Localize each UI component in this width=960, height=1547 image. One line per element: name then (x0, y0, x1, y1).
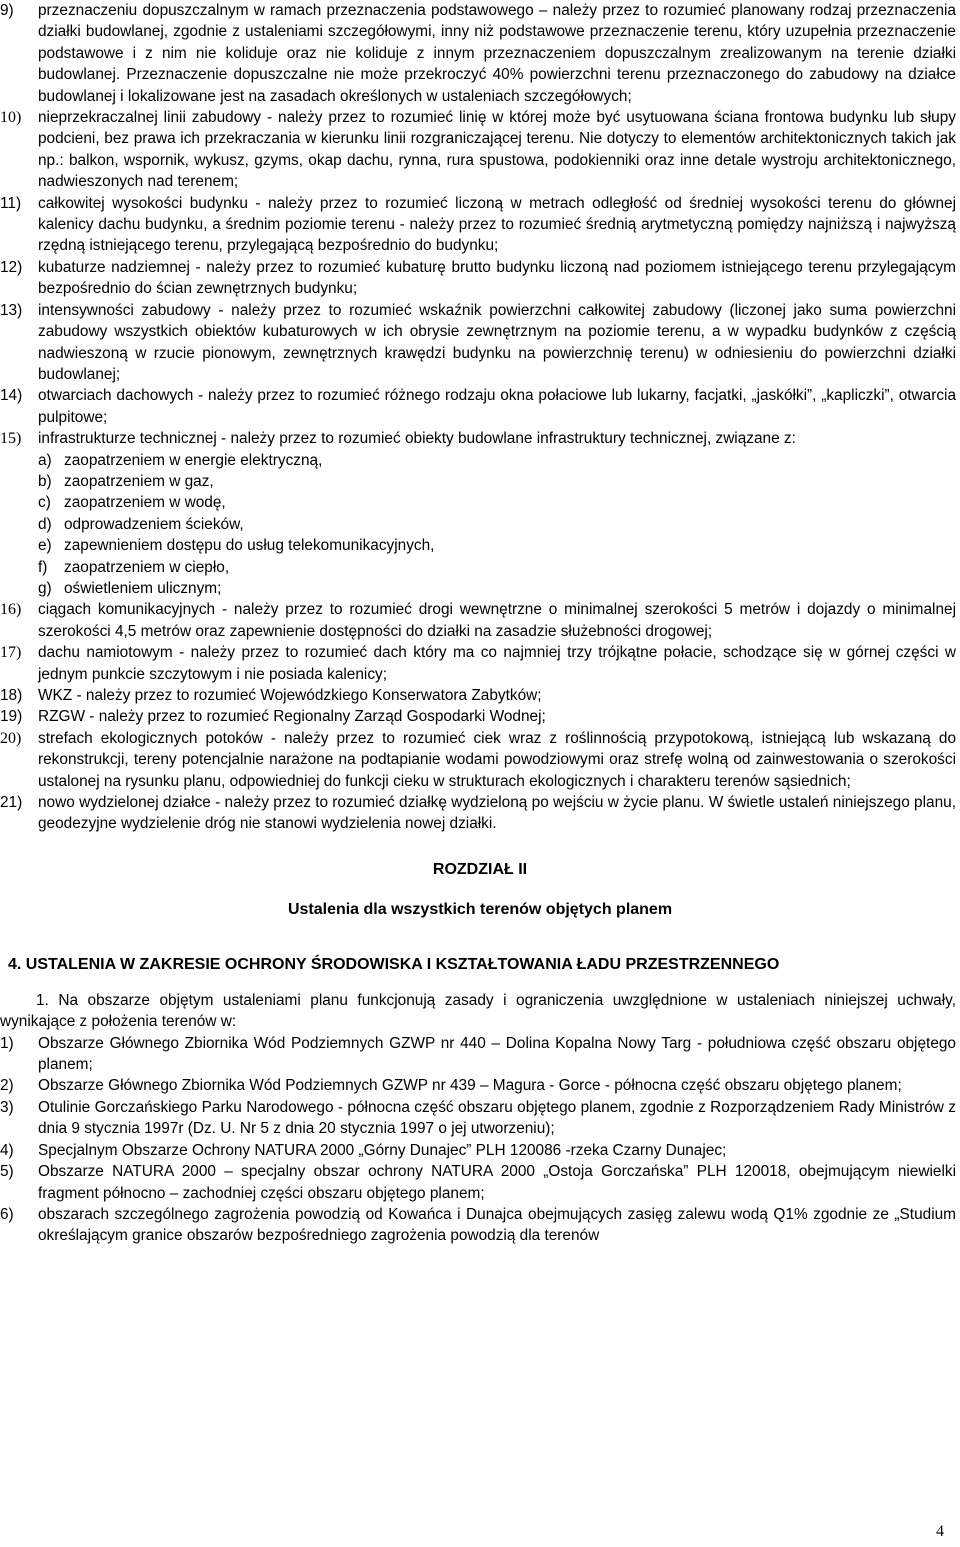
list-item (0, 706, 960, 727)
item-text: obszarach szczególnego zagrożenia powodzią od Kowańca i Dunajca obejmujących zasięg zalewu wodą Q1% zgodnie ze „Studium określającym granice obszarów bezpośredniego zagrożenia powodzią dla terenów (38, 1205, 956, 1245)
list-item (0, 792, 960, 835)
item-text: intensywności zabudowy - należy przez to rozumieć wskaźnik powierzchni całkowitej zabudowy (liczonej jako suma powierzchni zabudowy wszystkich obiektów kubaturowych w ich obrysie zewnętrznym na poziomie terenu, a w wypadku budynków z częścią nadwieszoną w rzucie pionowym, zewnętrznych krawędzi budynku na powierzchnię terenu) w odniesieniu do powierzchni działki budowlanej; (38, 301, 956, 383)
item-number: 4) (0, 1141, 14, 1159)
item-text: Obszarze Głównego Zbiornika Wód Podziemnych GZWP nr 439 – Magura - Gorce - północna część obszaru objętego planem; (38, 1077, 902, 1095)
location-list (0, 1033, 960, 1247)
item-number: c) (38, 494, 51, 512)
list-item (0, 1033, 960, 1076)
item-text: odprowadzeniem ścieków, (64, 515, 244, 533)
item-number: 13) (0, 301, 23, 319)
infrastructure-sublist (0, 450, 960, 600)
item-text: dachu namiotowym - należy przez to rozumieć dach który ma co najmniej trzy trójkątne połacie, schodzące się w górnej części w jednym punkcie szczytowym i nie posiada kalenicy; (38, 644, 956, 683)
list-item (0, 428, 960, 449)
list-item (0, 1204, 960, 1247)
list-item (0, 728, 960, 792)
item-number: 19) (0, 708, 23, 726)
sub-list-item (38, 450, 960, 471)
item-number: d) (38, 515, 52, 533)
item-number: f) (38, 558, 48, 576)
item-number: 9) (0, 2, 14, 19)
list-item (0, 300, 960, 386)
list-item (0, 107, 960, 193)
item-text: przeznaczeniu dopuszczalnym w ramach przeznaczenia podstawowego – należy przez to rozumieć planowany rodzaj przeznaczenia działki budowlanej, zgodnie z ustaleniami szczegółowymi, inny niż podstawowe przeznaczenie terenu, który uzupełnia przeznaczenie podstawowe i z nim nie koliduje oraz nie koliduje z innym przeznaczeniem dopuszczalnym zrealizowanym na terenie działki budowlanej. Przeznaczenie dopuszczalne nie może przekroczyć 40% powierzchni terenu przeznaczonego do zabudowy na działce budowlanej i lokalizowane jest na zasadach określonych w ustaleniach szczegółowych; (38, 2, 956, 105)
list-item (0, 1097, 960, 1140)
item-number: 16) (0, 601, 22, 619)
item-text: kubaturze nadziemnej - należy przez to rozumieć kubaturę brutto budynku liczoną nad poziomem istniejącego terenu przylegającym bezpośrednio do ścian zewnętrznych budynku; (38, 258, 956, 298)
item-text: ciągach komunikacyjnych - należy przez to rozumieć drogi wewnętrzne o minimalnej szerokości 5 metrów i dojazdy o minimalnej szerokości 4,5 metrów oraz zapewnienie dostępności do działki na zasadzie służebności drogowej; (38, 601, 956, 640)
item-text: zaopatrzeniem w energie elektryczną, (64, 451, 323, 469)
item-text: nieprzekraczalnej linii zabudowy - należy przez to rozumieć linię w której może być usytuowana ściana frontowa budynku lub słupy podcieni, bez prawa ich przekraczania w kierunku linii rozgraniczającej terenu. Nie dotyczy to elementów architektonicznych takich jak np.: balkon, wspornik, wykusz, gzyms, okap dachu, rynna, rura spustowa, podokienniki oraz inne detale wystroju architektonicznego, nadwieszonych nad terenem; (38, 109, 956, 191)
sub-list-item (38, 578, 960, 599)
item-text: zaopatrzeniem w ciepło, (64, 558, 230, 576)
item-text: Otulinie Gorczańskiego Parku Narodowego - północna część obszaru objętego planem, zgodnie z Rozporządzeniem Rady Ministrów z dnia 9 stycznia 1997r (Dz. U. Nr 5 z dnia 20 stycznia 1997 o jej utworzeniu); (38, 1098, 956, 1138)
list-item (0, 642, 960, 685)
section-heading: 4. USTALENIA W ZAKRESIE OCHRONY ŚRODOWISKA I KSZTAŁTOWANIA ŁADU PRZESTRZENNEGO (8, 955, 780, 973)
item-text: nowo wydzielonej działce - należy przez to rozumieć działkę wydzieloną po wejściu w życie planu. W świetle ustaleń niniejszego planu, geodezyjne wydzielenie dróg nie stanowi wydzielenia nowej działki. (38, 794, 956, 833)
sub-list-item (38, 492, 960, 513)
item-text: otwarciach dachowych - należy przez to rozumieć różnego rodzaju okna połaciowe lub lukarny, facjatki, „jaskółki”, „kapliczki”, otwarcia pulpitowe; (38, 387, 956, 426)
sub-list-item (38, 557, 960, 578)
item-number: 1) (0, 1034, 14, 1052)
list-item (0, 1075, 960, 1096)
item-text: RZGW - należy przez to rozumieć Regionalny Zarząd Gospodarki Wodnej; (38, 708, 546, 726)
item-text: strefach ekologicznych potoków - należy przez to rozumieć ciek wraz z roślinnością przypotokową, istniejącą lub wskazaną do rekonstrukcji, tereny potencjalnie narażone na podtapianie wodami powodziowymi oraz strefę wolną od zainwestowania o szerokości ustalonej na rysunku planu, odpowiedniej do funkcji cieku w strukturach ekologicznych i charakteru terenów sąsiednich; (38, 729, 956, 790)
item-number: 15) (0, 430, 22, 448)
list-item (0, 1161, 960, 1204)
sub-list-item (38, 535, 960, 556)
list-item (0, 385, 960, 428)
item-text: całkowitej wysokości budynku - należy przez to rozumieć liczoną w metrach odległość od średniej wysokości terenu do głównej kalenicy dachu budynku, a średnim poziomie terenu - należy przez to rozumieć średnią arytmetyczną pomiędzy najniższą i najwyższą rzędną istniejącego terenu, przylegającą bezpośrednio do budynku; (38, 194, 956, 255)
item-number: b) (38, 472, 52, 490)
list-item (0, 0, 960, 107)
item-number: 20) (0, 729, 22, 747)
item-number: g) (38, 579, 52, 597)
item-text: infrastrukturze technicznej - należy przez to rozumieć obiekty budowlane infrastruktury technicznej, związane z: (38, 430, 796, 448)
intro-paragraph: 1. Na obszarze objętym ustaleniami planu funkcjonują zasady i ograniczenia uwzględnione w ustaleniach niniejszej uchwały, wynikające z położenia terenów w: (0, 991, 956, 1031)
item-number: 14) (0, 387, 23, 405)
chapter-subtitle: Ustalenia dla wszystkich terenów objętych planem (287, 900, 673, 918)
item-number: 21) (0, 794, 23, 812)
list-item (0, 599, 960, 642)
list-item (0, 685, 960, 706)
item-number: 3) (0, 1098, 14, 1116)
item-number: 2) (0, 1077, 14, 1095)
list-item (0, 193, 960, 257)
item-text: zaopatrzeniem w gaz, (64, 472, 214, 490)
item-number: 18) (0, 687, 23, 704)
item-number: 11) (0, 194, 22, 212)
list-item (0, 1140, 960, 1161)
item-number: a) (38, 451, 52, 469)
item-text: WKZ - należy przez to rozumieć Wojewódzkiego Konserwatora Zabytków; (38, 687, 542, 704)
item-number: 12) (0, 258, 23, 276)
list-item (0, 257, 960, 300)
sub-list-item (38, 514, 960, 535)
item-number: 5) (0, 1163, 14, 1181)
item-text: Obszarze Głównego Zbiornika Wód Podziemnych GZWP nr 440 – Dolina Kopalna Nowy Targ - południowa część obszaru objętego planem; (38, 1034, 956, 1074)
item-text: zapewnieniem dostępu do usług telekomunikacyjnych, (64, 537, 435, 555)
item-number: 6) (0, 1205, 14, 1223)
item-number: 17) (0, 644, 22, 662)
item-text: Obszarze NATURA 2000 – specjalny obszar ochrony NATURA 2000 „Ostoja Gorczańska” PLH 120018, obejmującym niewielki fragment północno – zachodniej części obszaru objętego planem; (38, 1163, 956, 1202)
sub-list-item (38, 471, 960, 492)
item-text: zaopatrzeniem w wodę, (64, 494, 226, 512)
item-number: e) (38, 537, 52, 555)
chapter-title: ROZDZIAŁ II (432, 860, 528, 878)
definitions-list-continued (0, 599, 960, 834)
page-number: 4 (936, 1523, 944, 1540)
item-text: Specjalnym Obszarze Ochrony NATURA 2000 „Górny Dunajec” PLH 120086 -rzeka Czarny Dunajec; (38, 1141, 727, 1159)
item-number: 10) (0, 109, 22, 127)
definitions-list (0, 0, 960, 450)
item-text: oświetleniem ulicznym; (64, 579, 222, 597)
